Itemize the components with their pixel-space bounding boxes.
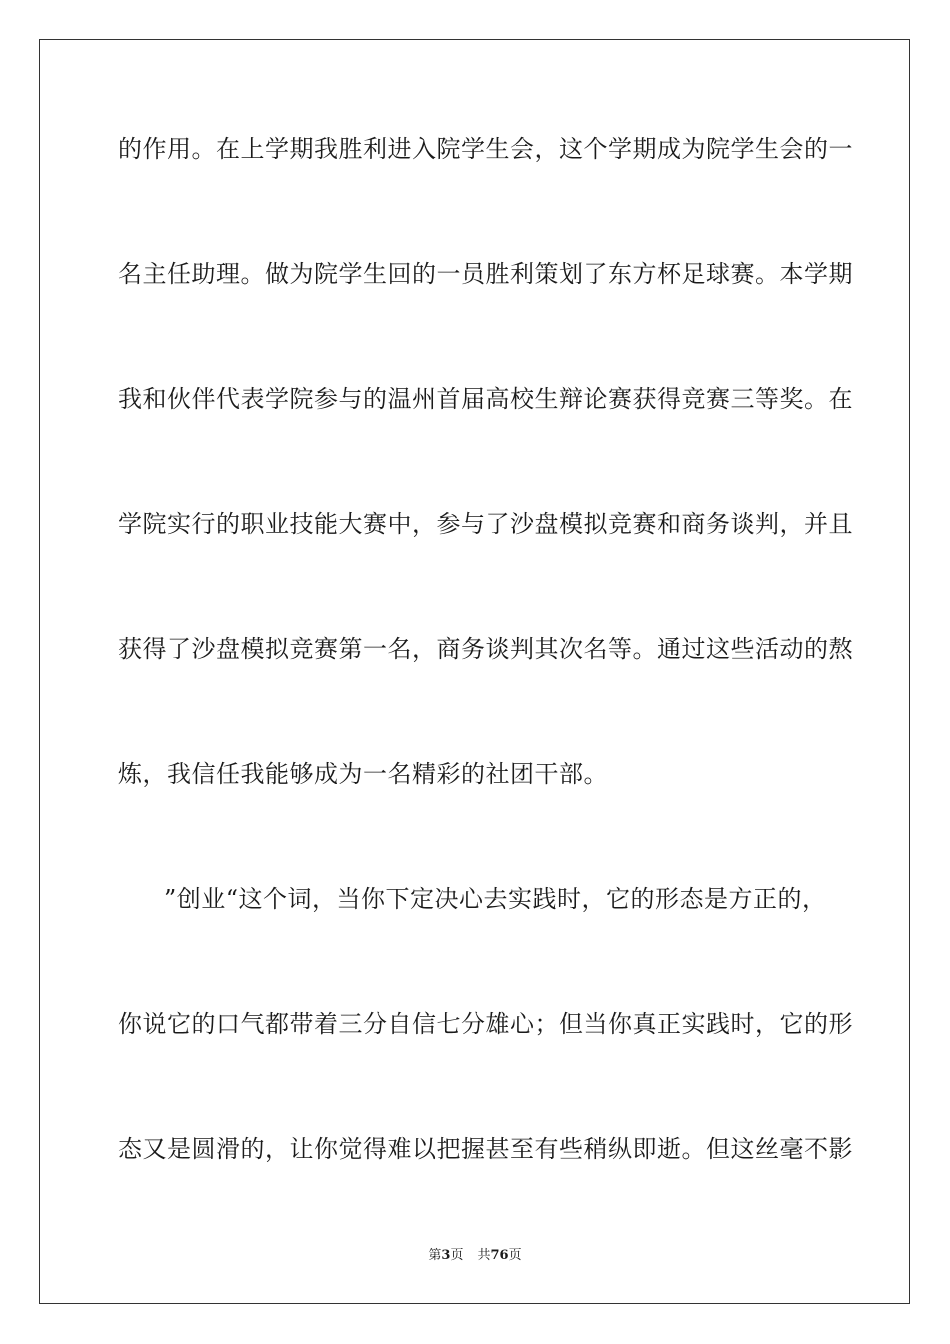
page-footer	[0, 1247, 950, 1265]
total-pages: 76	[490, 1248, 509, 1263]
body-text-line: 你说它的口气都带着三分自信七分雄心；但当你真正实践时，它的形	[118, 1010, 853, 1038]
body-text-line: 名主任助理。做为院学生回的一员胜利策划了东方杯足球赛。本学期	[118, 260, 853, 288]
body-text-line: 炼，我信任我能够成为一名精彩的社团干部。	[118, 760, 608, 788]
total-suffix: 页	[508, 1248, 522, 1263]
body-text-line: 的作用。在上学期我胜利进入院学生会，这个学期成为院学生会的一	[118, 135, 853, 163]
body-text-line: 学院实行的职业技能大赛中，参与了沙盘模拟竞赛和商务谈判，并且	[118, 510, 853, 538]
body-text-line: 态又是圆滑的，让你觉得难以把握甚至有些稍纵即逝。但这丝毫不影	[118, 1135, 853, 1163]
body-text-line: ”创业“这个词，当你下定决心去实践时，它的形态是方正的，	[164, 885, 827, 913]
page-suffix: 页	[450, 1248, 464, 1263]
page-number: 3	[441, 1248, 451, 1263]
page-prefix: 第	[428, 1248, 442, 1263]
page-border	[39, 39, 910, 1304]
body-text-line: 获得了沙盘模拟竞赛第一名，商务谈判其次名等。通过这些活动的熬	[118, 635, 853, 663]
total-prefix: 共	[477, 1248, 491, 1263]
body-text-line: 我和伙伴代表学院参与的温州首届高校生辩论赛获得竞赛三等奖。在	[118, 385, 853, 413]
